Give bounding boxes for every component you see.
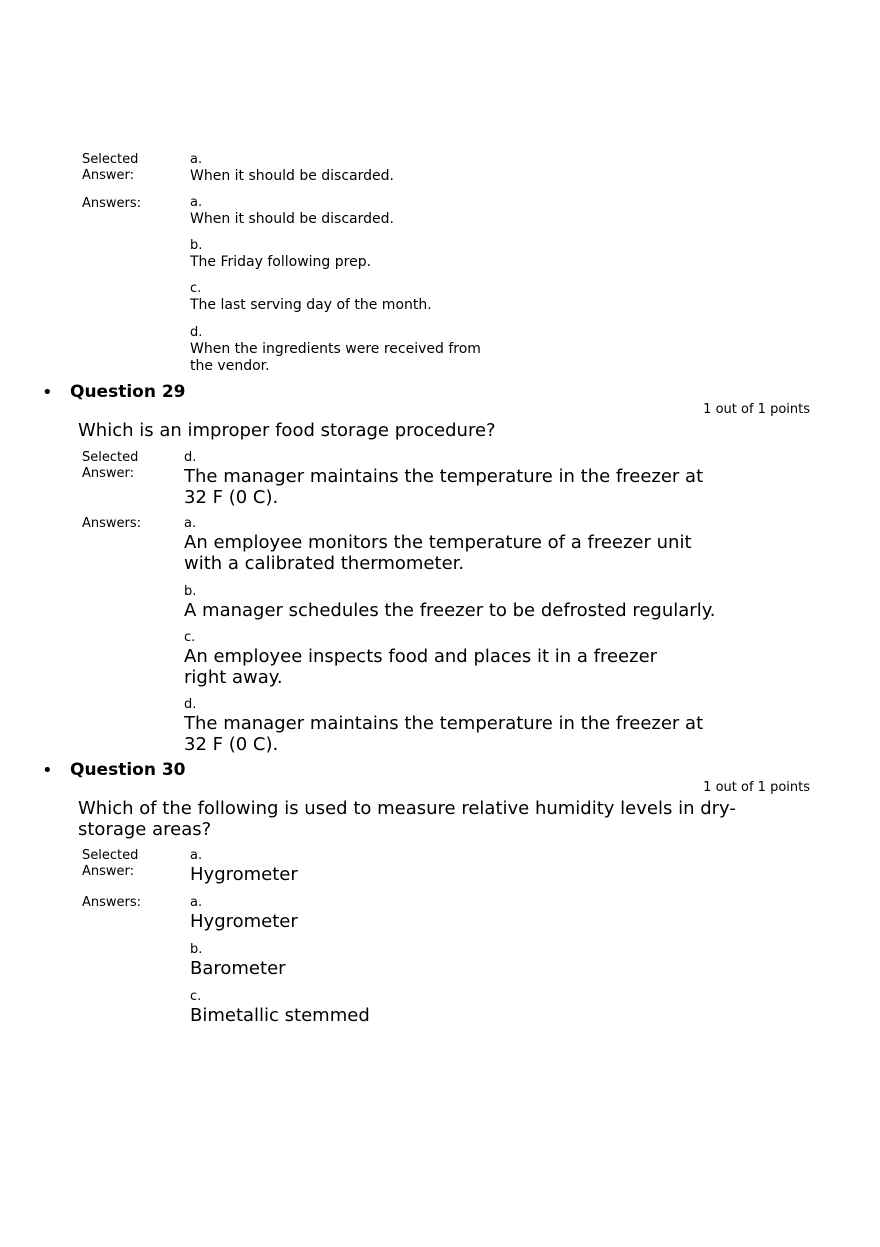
q29-answer-d-text: The manager maintains the temperature in the freezer at 32 F (0 C). [184, 713, 704, 755]
q29-selected-letter: d. [184, 450, 197, 465]
q28-answer-c-letter: c. [190, 281, 202, 296]
question-29-points: 1 out of 1 points [703, 402, 810, 417]
question-30-points: 1 out of 1 points [703, 780, 810, 795]
selected-answer-label: Selected Answer: [82, 152, 139, 183]
q29-selected-text: The manager maintains the temperature in the freezer at 32 F (0 C). [184, 466, 704, 508]
q29-answer-c-letter: c. [184, 630, 196, 645]
q29-answer-b-text: A manager schedules the freezer to be defrosted regularly. [184, 600, 716, 621]
q28-selected-text: When it should be discarded. [190, 168, 394, 184]
q29-answer-a-text: An employee monitors the temperature of a freezer unit with a calibrated thermometer. [184, 532, 692, 574]
question-29-prompt: Which is an improper food storage procedure? [78, 420, 496, 441]
q28-answer-c-text: The last serving day of the month. [190, 297, 432, 313]
q30-selected-text: Hygrometer [190, 864, 298, 885]
q30-answer-a-text: Hygrometer [190, 911, 298, 932]
selected-answer-label: Selected Answer: [82, 848, 139, 879]
answers-label: Answers: [82, 516, 142, 531]
question-30-title: Question 30 [70, 760, 186, 780]
q29-answer-c-text: An employee inspects food and places it in a freezer right away. [184, 646, 658, 688]
q30-answer-c-letter: c. [190, 989, 202, 1004]
selected-answer-label: Selected Answer: [82, 450, 139, 481]
q28-answer-b-letter: b. [190, 238, 203, 253]
q28-answer-d-letter: d. [190, 325, 203, 340]
q28-answer-a-text: When it should be discarded. [190, 211, 394, 227]
q30-answer-b-text: Barometer [190, 958, 286, 979]
q30-answer-b-letter: b. [190, 942, 203, 957]
q28-answer-a-letter: a. [190, 195, 203, 210]
question-29-title: Question 29 [70, 382, 186, 402]
q30-selected-letter: a. [190, 848, 203, 863]
q29-answer-b-letter: b. [184, 584, 197, 599]
q28-answer-d-text: When the ingredients were received from the vendor. [190, 341, 481, 374]
bullet-icon: • [42, 760, 53, 781]
q28-answer-b-text: The Friday following prep. [190, 254, 372, 270]
q29-answer-d-letter: d. [184, 697, 197, 712]
q28-selected-letter: a. [190, 152, 203, 167]
answers-label: Answers: [82, 196, 142, 211]
q29-answer-a-letter: a. [184, 516, 197, 531]
question-30-prompt: Which of the following is used to measure relative humidity levels in dry-storage areas? [78, 798, 736, 840]
bullet-icon: • [42, 382, 53, 403]
q30-answer-a-letter: a. [190, 895, 203, 910]
q30-answer-c-text: Bimetallic stemmed [190, 1005, 370, 1026]
answers-label: Answers: [82, 895, 142, 910]
